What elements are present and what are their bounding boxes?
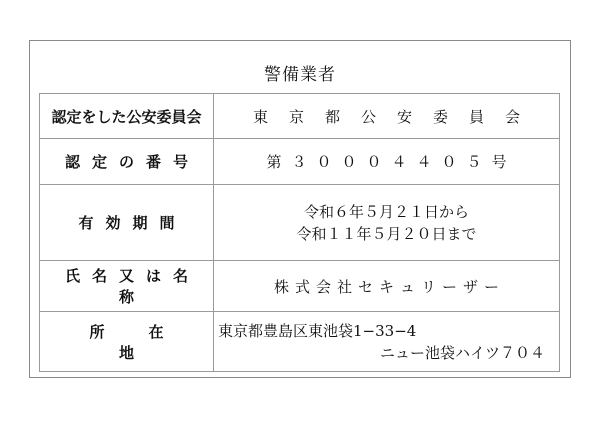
label-certifying-commission: 認定をした公安委員会 <box>40 94 214 139</box>
label-certification-number: 認定の番号 <box>40 139 214 185</box>
row-certifying-commission <box>40 94 560 139</box>
row-certification-number <box>40 139 560 185</box>
value-company-name: 株式会社セキュリーザー <box>214 261 560 312</box>
label-validity-period: 有効期間 <box>40 185 214 261</box>
value-address <box>214 312 560 372</box>
certificate-table <box>39 93 560 372</box>
label-company-name: 氏名又は名称 <box>40 261 214 312</box>
value-certification-number: 第３０００４４０５号 <box>214 139 560 185</box>
validity-end: 令和１１年５月２０日まで <box>296 224 477 243</box>
label-address: 所在地 <box>40 312 214 372</box>
row-validity-period <box>40 185 560 261</box>
row-company-name <box>40 261 560 312</box>
address-line-2: ニュー池袋ハイツ７０４ <box>379 343 545 362</box>
validity-start: 令和６年５月２１日から <box>303 202 469 221</box>
value-certifying-commission: 東京都公安委員会 <box>214 94 560 139</box>
value-validity-period <box>214 185 560 261</box>
address-line-1: 東京都豊島区東池袋1−33−4 <box>218 321 417 340</box>
row-address <box>40 312 560 372</box>
document-title: 警備業者 <box>264 65 336 85</box>
